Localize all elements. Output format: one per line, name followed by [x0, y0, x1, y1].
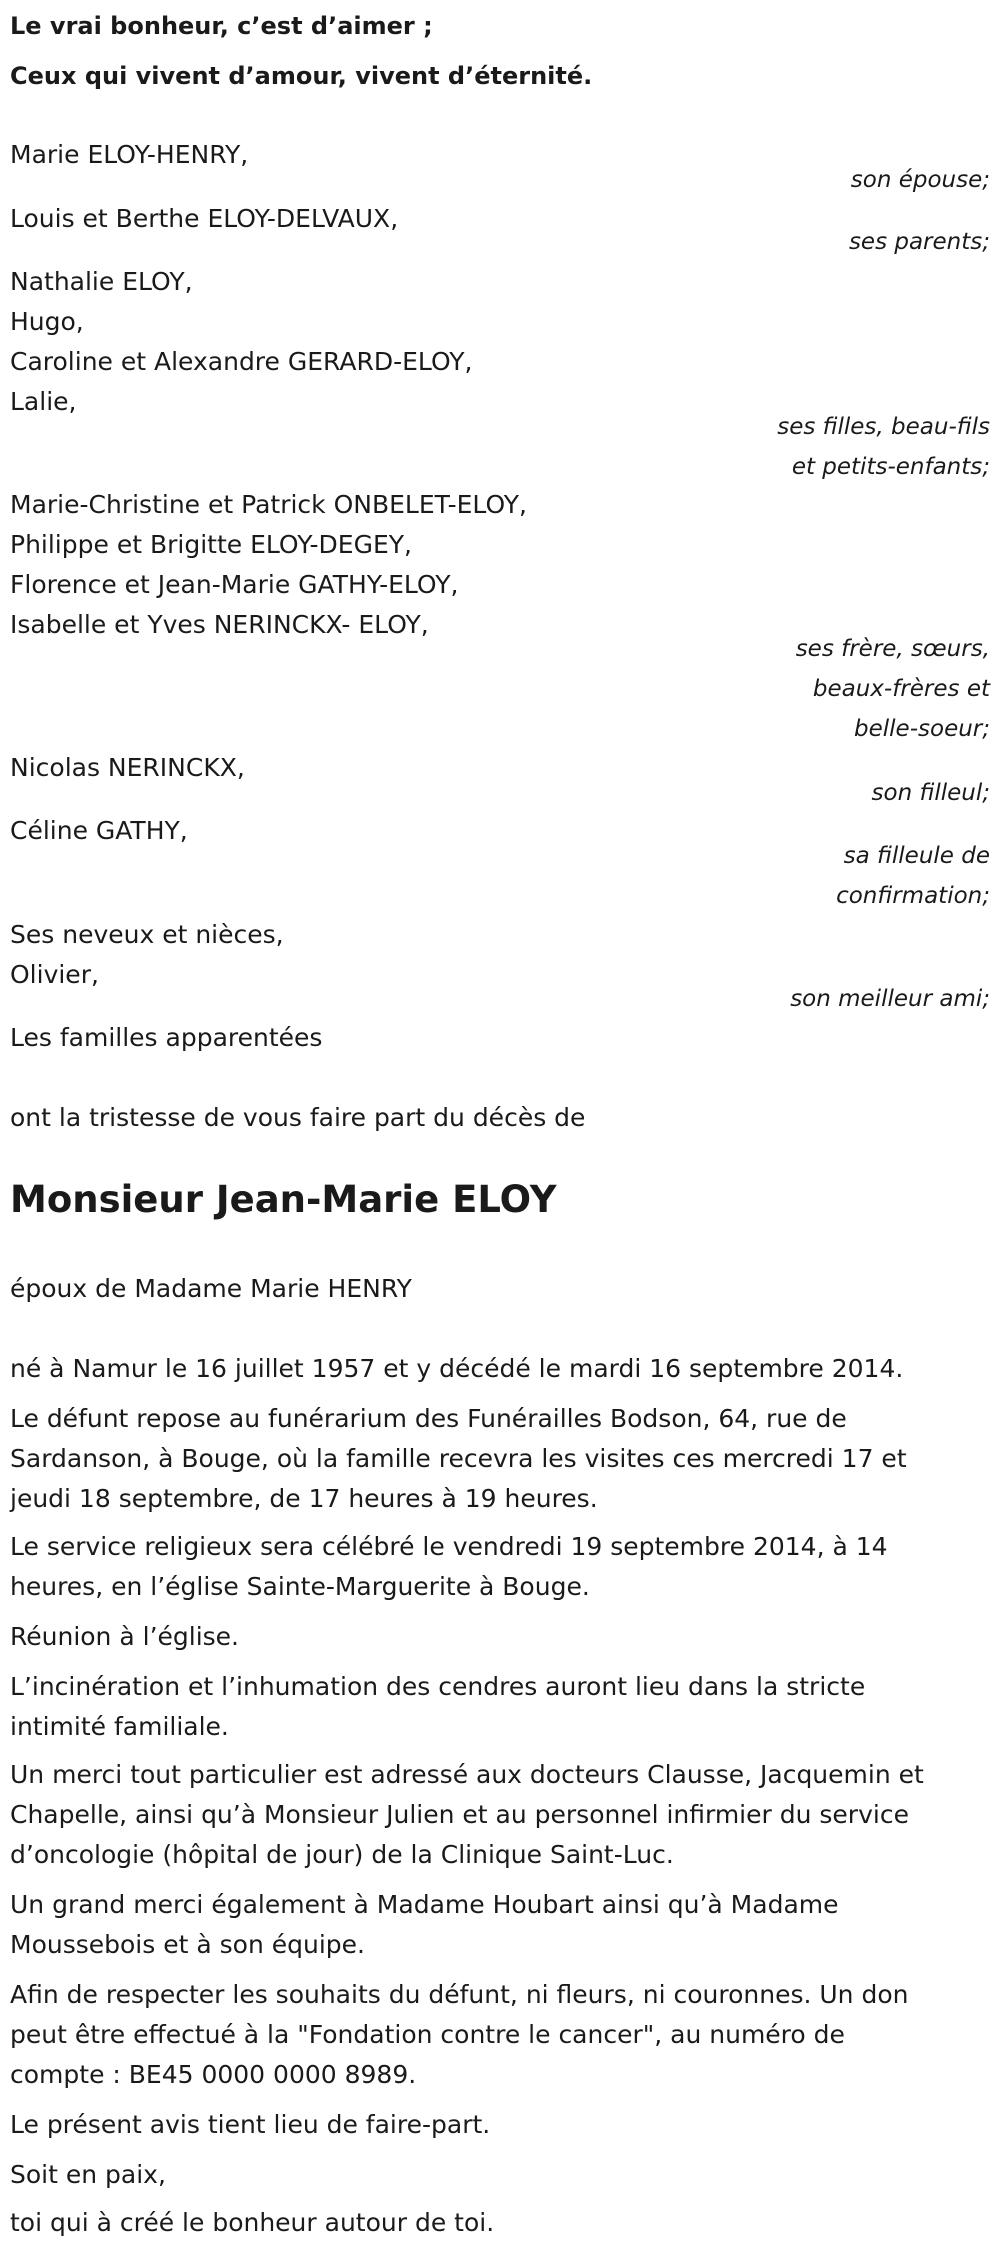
family-name: Lalie,: [10, 387, 77, 416]
deceased-name: Monsieur Jean-Marie ELOY: [10, 1178, 557, 1221]
family-relation: son épouse;: [850, 167, 990, 193]
body-line: Chapelle, ainsi qu’à Monsieur Julien et au personnel infirmier du service: [10, 1800, 909, 1829]
body-line: compte : BE45 0000 0000 8989.: [10, 2060, 417, 2089]
family-name: Louis et Berthe ELOY-DELVAUX,: [10, 204, 399, 233]
body-line: intimité familiale.: [10, 1712, 229, 1741]
family-name: Marie-Christine et Patrick ONBELET-ELOY,: [10, 490, 527, 519]
body-line: Un grand merci également à Madame Houbart ainsi qu’à Madame: [10, 1890, 839, 1919]
family-name: Marie ELOY-HENRY,: [10, 140, 249, 169]
family-name: Isabelle et Yves NERINCKX- ELOY,: [10, 610, 429, 639]
body-line: Soit en paix,: [10, 2160, 166, 2189]
body-line: peut être effectué à la "Fondation contre le cancer", au numéro de: [10, 2020, 845, 2049]
quote-line-1: Le vrai bonheur, c’est d’aimer ;: [10, 12, 433, 40]
quote-line-2: Ceux qui vivent d’amour, vivent d’éternité.: [10, 62, 593, 90]
family-name: Nicolas NERINCKX,: [10, 753, 245, 782]
spouse-line: époux de Madame Marie HENRY: [10, 1274, 412, 1303]
family-relation: belle-soeur;: [854, 716, 990, 742]
announcement: ont la tristesse de vous faire part du décès de: [10, 1103, 586, 1132]
family-name: Nathalie ELOY,: [10, 267, 193, 296]
family-name: Caroline et Alexandre GERARD-ELOY,: [10, 347, 473, 376]
family-relation: son meilleur ami;: [790, 986, 990, 1012]
family-name: Philippe et Brigitte ELOY-DEGEY,: [10, 530, 412, 559]
body-line: Un merci tout particulier est adressé aux docteurs Clausse, Jacquemin et: [10, 1760, 924, 1789]
body-line: Réunion à l’église.: [10, 1622, 240, 1651]
body-line: Le défunt repose au funérarium des Funérailles Bodson, 64, rue de: [10, 1404, 847, 1433]
family-relation: et petits-enfants;: [791, 454, 990, 480]
body-line: Le service religieux sera célébré le vendredi 19 septembre 2014, à 14: [10, 1532, 888, 1561]
family-relation: son filleul;: [871, 780, 990, 806]
body-line: toi qui à créé le bonheur autour de toi.: [10, 2208, 495, 2237]
body-line: Sardanson, à Bouge, où la famille recevra les visites ces mercredi 17 et: [10, 1444, 907, 1473]
family-relation: ses parents;: [848, 229, 990, 255]
family-relation: sa filleule de: [843, 843, 990, 869]
family-name: Florence et Jean-Marie GATHY-ELOY,: [10, 570, 459, 599]
body-line: jeudi 18 septembre, de 17 heures à 19 heures.: [10, 1484, 598, 1513]
body-line: Le présent avis tient lieu de faire-part.: [10, 2110, 491, 2139]
family-relation: ses frère, sœurs,: [795, 636, 990, 662]
body-line: heures, en l’église Sainte-Marguerite à Bouge.: [10, 1572, 590, 1601]
body-line: Moussebois et à son équipe.: [10, 1930, 365, 1959]
family-name: Hugo,: [10, 307, 84, 336]
body-line: d’oncologie (hôpital de jour) de la Clinique Saint-Luc.: [10, 1840, 674, 1869]
body-line: L’incinération et l’inhumation des cendres auront lieu dans la stricte: [10, 1672, 866, 1701]
family-name: Les familles apparentées: [10, 1023, 323, 1052]
family-relation: beaux-frères et: [812, 676, 990, 702]
family-name: Olivier,: [10, 960, 99, 989]
body-line: né à Namur le 16 juillet 1957 et y décédé le mardi 16 septembre 2014.: [10, 1354, 904, 1383]
body-line: Afin de respecter les souhaits du défunt, ni fleurs, ni couronnes. Un don: [10, 1980, 909, 2009]
family-name: Céline GATHY,: [10, 816, 188, 845]
family-relation: confirmation;: [836, 883, 990, 909]
family-name: Ses neveux et nièces,: [10, 920, 284, 949]
family-relation: ses filles, beau-fils: [777, 414, 990, 440]
